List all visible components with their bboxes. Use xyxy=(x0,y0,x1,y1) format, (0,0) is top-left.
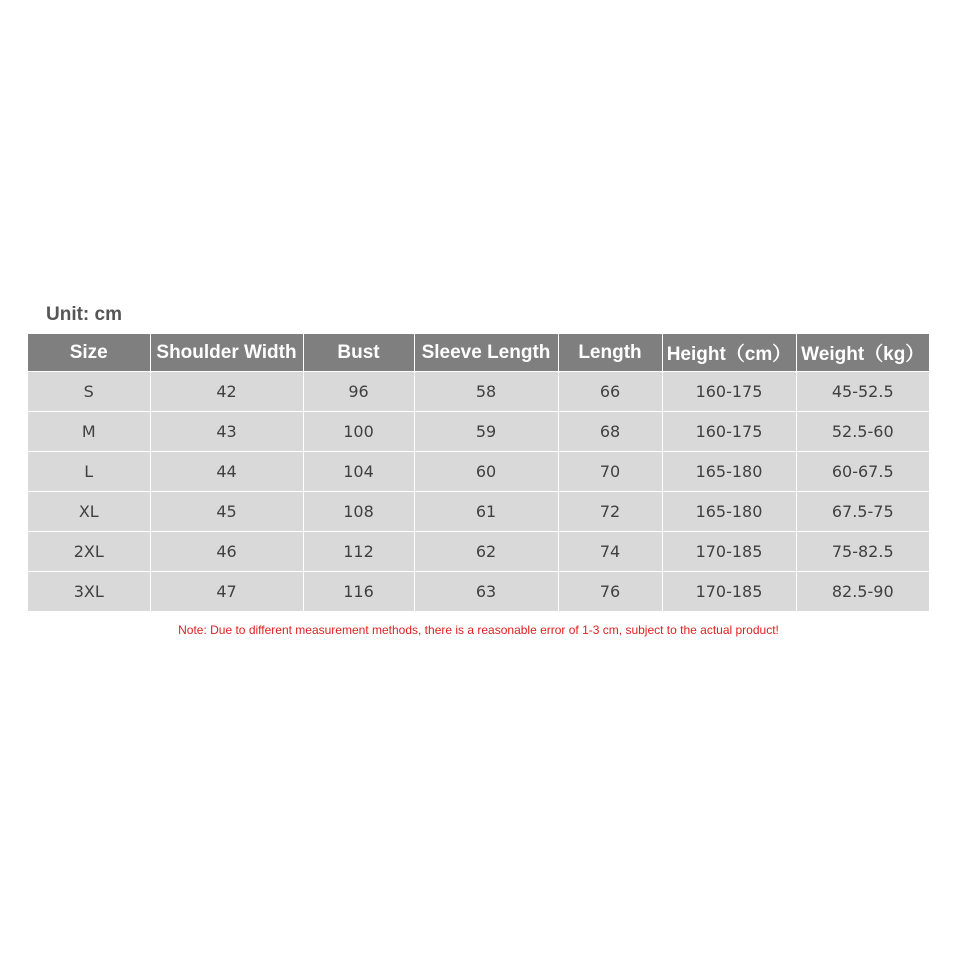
cell-size: 3XL xyxy=(28,572,150,612)
cell-bust: 96 xyxy=(303,372,414,412)
cell-height: 165-180 xyxy=(662,492,796,532)
cell-size: M xyxy=(28,412,150,452)
cell-height: 165-180 xyxy=(662,452,796,492)
cell-sleeve-length: 58 xyxy=(414,372,558,412)
cell-bust: 116 xyxy=(303,572,414,612)
size-chart-table xyxy=(28,334,929,611)
cell-weight: 45-52.5 xyxy=(796,372,929,412)
table-row xyxy=(28,412,929,452)
cell-sleeve-length: 63 xyxy=(414,572,558,612)
header-sleeve-length: Sleeve Length xyxy=(414,334,558,372)
unit-label: Unit: cm xyxy=(46,304,122,325)
header-bust: Bust xyxy=(303,334,414,372)
cell-shoulder-width: 47 xyxy=(150,572,303,612)
cell-size: L xyxy=(28,452,150,492)
cell-size: S xyxy=(28,372,150,412)
cell-bust: 104 xyxy=(303,452,414,492)
cell-length: 66 xyxy=(558,372,662,412)
cell-weight: 82.5-90 xyxy=(796,572,929,612)
table-header-row xyxy=(28,334,929,372)
table-row xyxy=(28,452,929,492)
cell-height: 160-175 xyxy=(662,372,796,412)
table-row xyxy=(28,372,929,412)
cell-shoulder-width: 42 xyxy=(150,372,303,412)
measurement-note: Note: Due to different measurement methods, there is a reasonable error of 1-3 cm, subject to the actual product! xyxy=(178,623,779,637)
header-size: Size xyxy=(28,334,150,372)
cell-sleeve-length: 59 xyxy=(414,412,558,452)
cell-bust: 108 xyxy=(303,492,414,532)
cell-length: 74 xyxy=(558,532,662,572)
table-row xyxy=(28,572,929,612)
cell-length: 72 xyxy=(558,492,662,532)
cell-weight: 60-67.5 xyxy=(796,452,929,492)
cell-shoulder-width: 44 xyxy=(150,452,303,492)
cell-shoulder-width: 46 xyxy=(150,532,303,572)
cell-length: 68 xyxy=(558,412,662,452)
table-row xyxy=(28,492,929,532)
header-length: Length xyxy=(558,334,662,372)
header-height: Height（cm） xyxy=(662,334,796,372)
cell-shoulder-width: 45 xyxy=(150,492,303,532)
cell-length: 70 xyxy=(558,452,662,492)
cell-size: XL xyxy=(28,492,150,532)
cell-length: 76 xyxy=(558,572,662,612)
cell-weight: 52.5-60 xyxy=(796,412,929,452)
table-row xyxy=(28,532,929,572)
header-shoulder-width: Shoulder Width xyxy=(150,334,303,372)
cell-height: 170-185 xyxy=(662,572,796,612)
header-weight: Weight（kg） xyxy=(796,334,929,372)
cell-sleeve-length: 60 xyxy=(414,452,558,492)
cell-sleeve-length: 62 xyxy=(414,532,558,572)
cell-weight: 75-82.5 xyxy=(796,532,929,572)
cell-bust: 112 xyxy=(303,532,414,572)
cell-size: 2XL xyxy=(28,532,150,572)
cell-height: 170-185 xyxy=(662,532,796,572)
cell-weight: 67.5-75 xyxy=(796,492,929,532)
cell-bust: 100 xyxy=(303,412,414,452)
cell-sleeve-length: 61 xyxy=(414,492,558,532)
cell-shoulder-width: 43 xyxy=(150,412,303,452)
cell-height: 160-175 xyxy=(662,412,796,452)
